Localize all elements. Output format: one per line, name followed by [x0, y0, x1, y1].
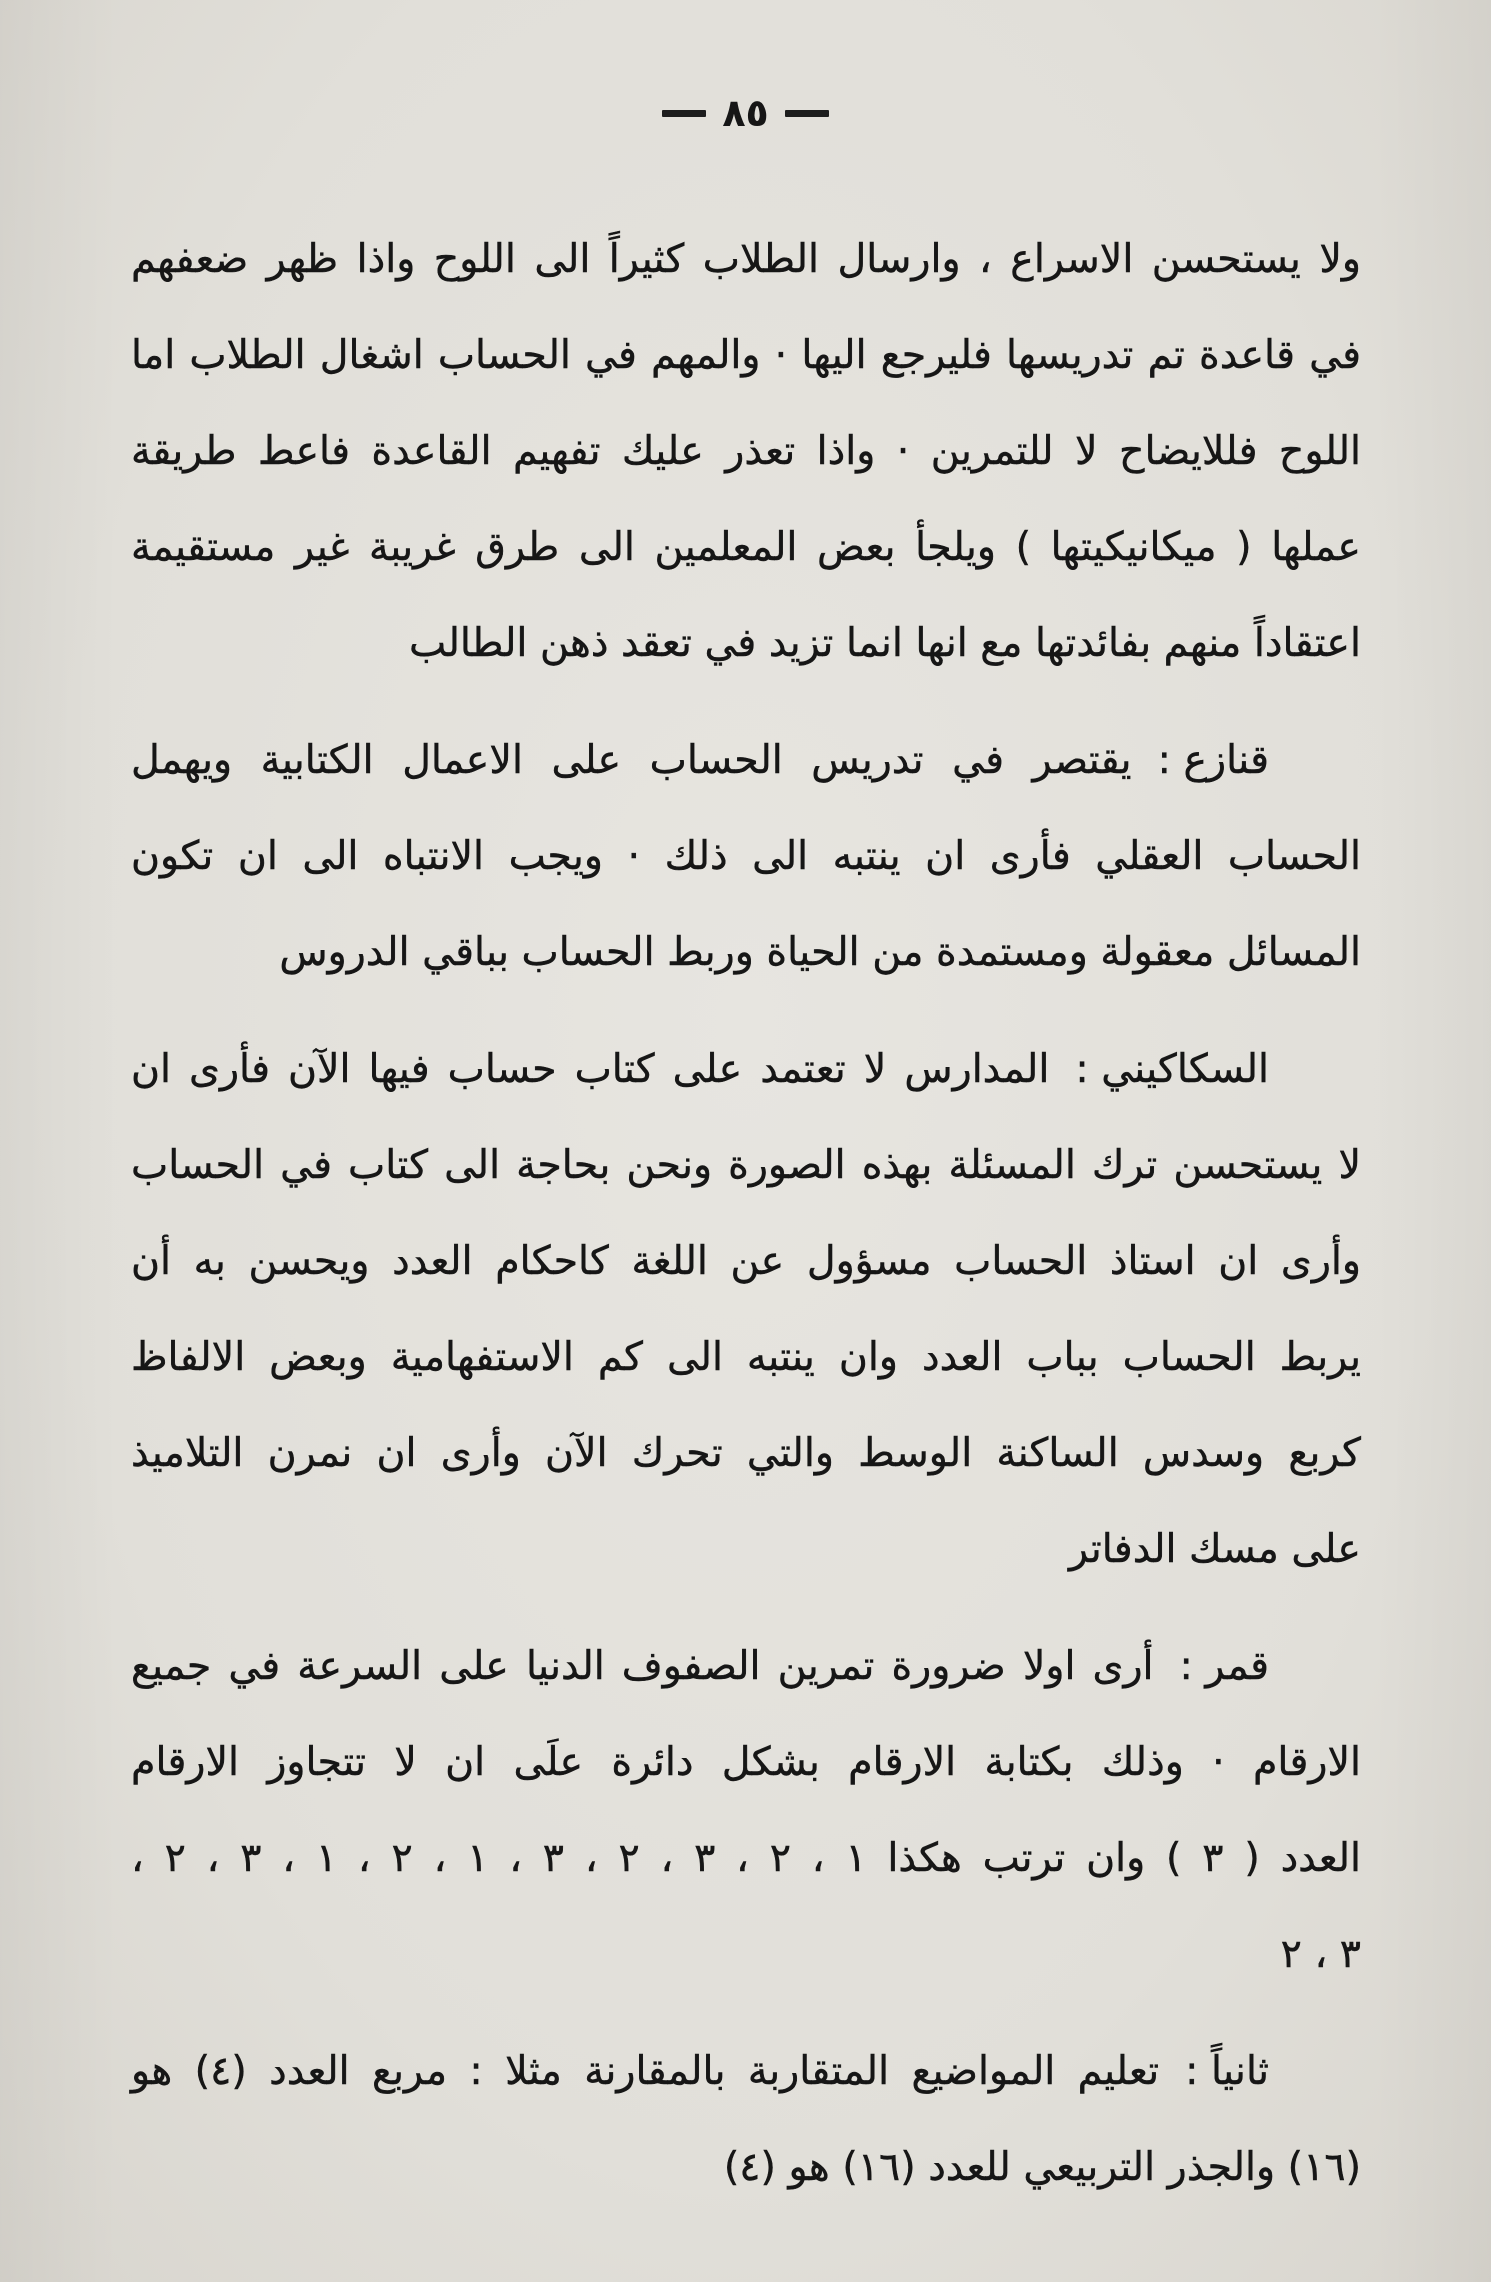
- line-text: يقتصر في تدريس الحساب على الاعمال الكتابية ويهمل: [131, 737, 1132, 783]
- paragraph: [131, 2023, 1361, 2215]
- text-line: (١٦) والجذر التربيعي للعدد (١٦) هو (٤): [723, 2144, 1361, 2190]
- line-text: أرى اولا ضرورة تمرين الصفوف الدنيا على السرعة في جميع: [131, 1643, 1154, 1689]
- text-line: ولا يستحسن الاسراع ، وارسال الطلاب كثيراً الى اللوح واذا ظهر ضعفهم: [131, 236, 1361, 282]
- dash-rule: [785, 110, 829, 117]
- text-line: عملها ( ميكانيكيتها ) ويلجأ بعض المعلمين الى طرق غريبة غير مستقيمة: [131, 524, 1361, 570]
- speaker-label: السكاكيني :: [1075, 1046, 1269, 1092]
- text-line: العدد ( ٣ ) وان ترتب هكذا ١ ، ٢ ، ٣ ، ٢ ، ٣ ، ١ ، ٢ ، ١ ، ٣ ، ٢ ،: [131, 1835, 1362, 1881]
- paragraph: [131, 1618, 1361, 2002]
- paragraph: [131, 211, 1361, 691]
- text-line: [131, 712, 1361, 808]
- page-header: [0, 86, 1491, 140]
- text-line: الحساب العقلي فأرى ان ينتبه الى ذلك · ويجب الانتباه الى ان تكون: [131, 833, 1361, 879]
- text-line: [131, 2023, 1361, 2119]
- text-line: الارقام · وذلك بكتابة الارقام بشكل دائرة علَى ان لا تتجاوز الارقام: [131, 1739, 1361, 1785]
- line-text: المدارس لا تعتمد على كتاب حساب فيها الآن فأرى ان: [131, 1046, 1050, 1092]
- text-line: لا يستحسن ترك المسئلة بهذه الصورة ونحن بحاجة الى كتاب في الحساب: [131, 1142, 1361, 1188]
- text-line: وأرى ان استاذ الحساب مسؤول عن اللغة كاحكام العدد ويحسن به أن: [131, 1238, 1361, 1284]
- text-block: [131, 211, 1361, 2215]
- speaker-label: ثانياً :: [1185, 2048, 1269, 2094]
- paragraph: [131, 712, 1361, 1000]
- text-line: اعتقاداً منهم بفائدتها مع انها انما تزيد في تعقد ذهن الطالب: [409, 620, 1361, 666]
- dash-rule: [662, 110, 706, 117]
- text-line: [131, 1618, 1361, 1714]
- text-line: يربط الحساب بباب العدد وان ينتبه الى كم الاستفهامية وبعض الالفاظ: [131, 1334, 1361, 1380]
- speaker-label: قمر :: [1179, 1643, 1269, 1689]
- text-line: ٣ ، ٢: [1280, 1931, 1361, 1977]
- text-line: المسائل معقولة ومستمدة من الحياة وربط الحساب بباقي الدروس: [279, 929, 1361, 975]
- text-line: كربع وسدس الساكنة الوسط والتي تحرك الآن وأرى ان نمرن التلاميذ: [131, 1430, 1361, 1476]
- paragraph: [131, 1021, 1361, 1597]
- line-text: تعليم المواضيع المتقاربة بالمقارنة مثلا : مربع العدد (٤) هو: [131, 2048, 1160, 2094]
- page-number: ٨٥: [722, 91, 769, 135]
- text-line: [131, 1021, 1361, 1117]
- speaker-label: قنازع :: [1157, 737, 1269, 783]
- text-line: اللوح فللايضاح لا للتمرين · واذا تعذر عليك تفهيم القاعدة فاعط طريقة: [131, 428, 1361, 474]
- text-line: على مسك الدفاتر: [1068, 1526, 1361, 1572]
- text-line: في قاعدة تم تدريسها فليرجع اليها · والمهم في الحساب اشغال الطلاب اما: [131, 332, 1361, 378]
